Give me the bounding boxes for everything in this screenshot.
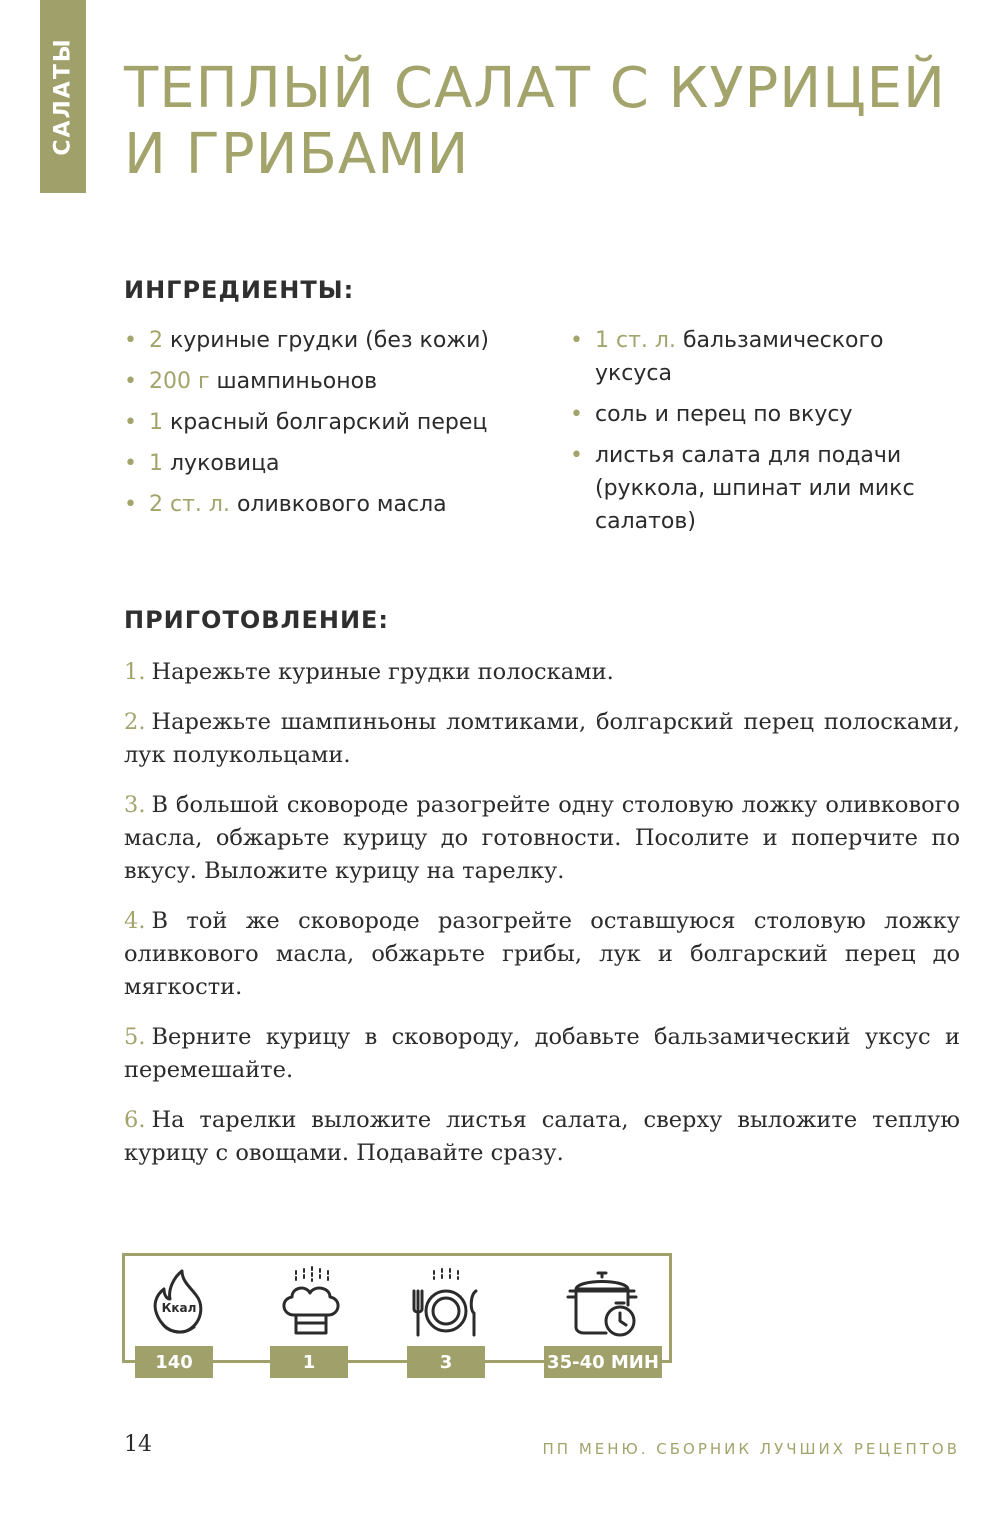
ingredient-item — [570, 398, 940, 431]
section-tab-label: САЛАТЫ — [50, 37, 76, 156]
step-item — [124, 789, 960, 888]
pot-timer-icon — [564, 1265, 642, 1343]
ingredient-item — [124, 365, 534, 398]
ingredients-list-left — [124, 324, 534, 529]
ingredient-qty: 1 — [149, 451, 163, 476]
step-number: 3. — [124, 792, 146, 818]
plate-cutlery-icon — [406, 1265, 484, 1343]
ingredient-text: соль и перец по вкусу — [595, 402, 853, 427]
step-text: Верните курицу в сковороду, добавьте бальзамический уксус и перемешайте. — [124, 1024, 960, 1083]
step-text: На тарелки выложите листья салата, сверху выложите теплую курицу с овощами. Подавайте сразу. — [124, 1107, 960, 1166]
step-text: Нарежьте куриные грудки полосками. — [151, 659, 614, 685]
ingredient-text: листья салата для подачи (руккола, шпинат или микс салатов) — [595, 443, 915, 534]
step-item — [124, 656, 960, 689]
ingredient-qty: 2 — [149, 328, 163, 353]
flame-kcal-icon — [140, 1265, 218, 1343]
ingredient-item — [124, 324, 534, 357]
step-number: 2. — [124, 709, 146, 735]
step-item — [124, 1104, 960, 1170]
ingredient-text: куриные грудки (без кожи) — [163, 328, 490, 353]
recipe-title: ТЕПЛЫЙ САЛАТ С КУРИЦЕЙ И ГРИБАМИ — [124, 56, 946, 187]
step-text: В той же сковороде разогрейте оставшуюся столовую ложку оливкового масла, обжарьте грибы, лук и болгарский перец до мягкости. — [124, 908, 960, 1000]
ingredient-qty: 1 — [149, 410, 163, 435]
step-number: 5. — [124, 1024, 146, 1050]
step-item — [124, 905, 960, 1004]
ingredients-list-right — [570, 324, 940, 546]
step-number: 4. — [124, 908, 146, 934]
ingredient-item — [124, 488, 534, 521]
ingredient-qty: 2 ст. л. — [149, 492, 230, 517]
ingredient-text: красный болгарский перец — [163, 410, 488, 435]
section-tab — [40, 0, 86, 193]
page-number: 14 — [124, 1432, 152, 1457]
ingredient-item — [124, 406, 534, 439]
preparation-steps — [124, 656, 960, 1187]
difficulty-badge: 1 — [270, 1346, 348, 1378]
step-number: 6. — [124, 1107, 146, 1133]
time-badge: 35-40 МИН — [544, 1346, 662, 1378]
preparation-heading: ПРИГОТОВЛЕНИЕ: — [124, 606, 390, 634]
servings-badge: 3 — [407, 1346, 485, 1378]
ingredient-item — [570, 324, 940, 390]
ingredient-text: оливкового масла — [229, 492, 447, 517]
book-title-footer: ПП МЕНЮ. СБОРНИК ЛУЧШИХ РЕЦЕПТОВ — [542, 1440, 960, 1458]
ingredients-heading: ИНГРЕДИЕНТЫ: — [124, 276, 355, 304]
ingredient-text: шампиньонов — [209, 369, 378, 394]
ingredient-text: бальзамического уксуса — [595, 328, 884, 386]
step-text: В большой сковороде разогрейте одну столовую ложку оливкового масла, обжарьте курицу до готовности. Посолите и поперчите по вкусу. Выложите курицу на тарелку. — [124, 792, 960, 884]
ingredient-item — [570, 439, 940, 538]
calories-badge: 140 — [135, 1346, 213, 1378]
ingredient-qty: 1 ст. л. — [595, 328, 676, 353]
chef-hat-icon — [272, 1265, 350, 1343]
step-number: 1. — [124, 659, 146, 685]
ingredient-qty: 200 г — [149, 369, 210, 394]
ingredient-item — [124, 447, 534, 480]
step-item — [124, 1021, 960, 1087]
kcal-icon-label: Ккал — [161, 1301, 197, 1315]
ingredient-text: луковица — [163, 451, 280, 476]
step-text: Нарежьте шампиньоны ломтиками, болгарский перец полосками, лук полукольцами. — [124, 709, 960, 768]
step-item — [124, 706, 960, 772]
